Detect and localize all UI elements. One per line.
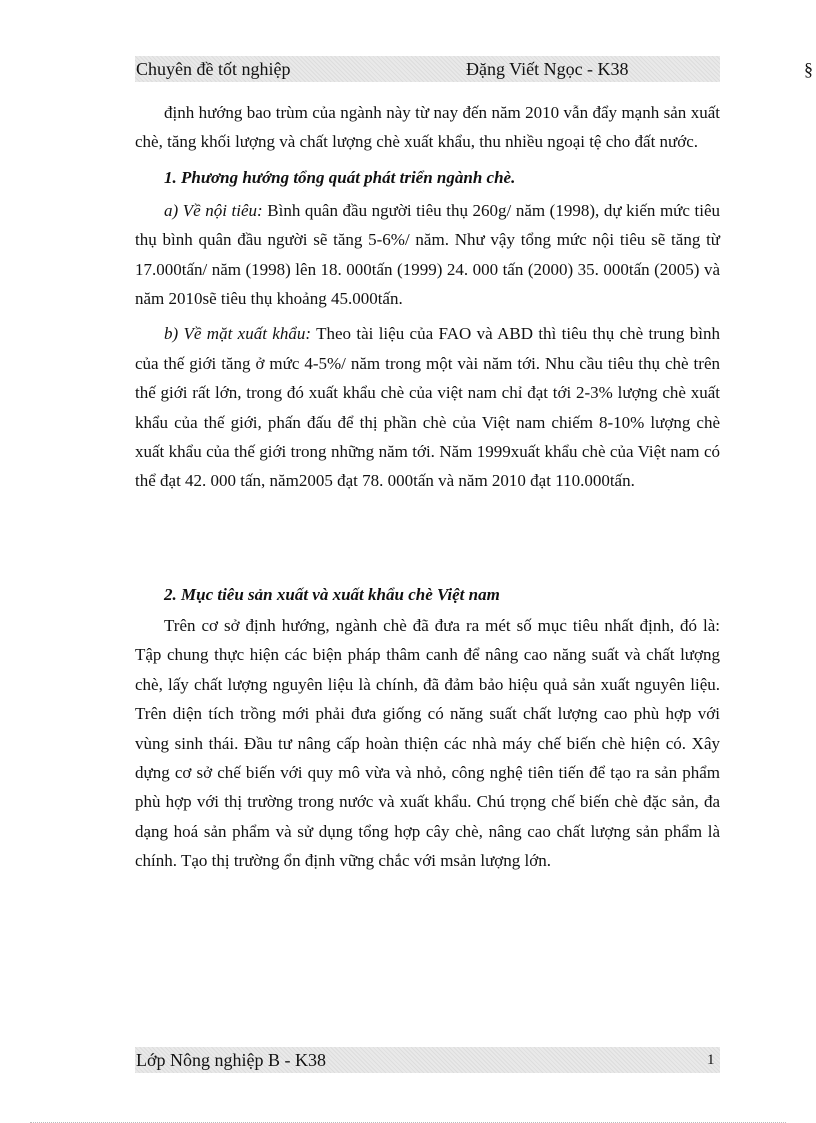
header-right: Đặng Viết Ngọc - K38 xyxy=(466,59,629,79)
section-1-heading: 1. Phương hướng tổng quát phát triển ngành chè. xyxy=(164,167,516,187)
paragraph-a-text: Bình quân đầu người tiêu thụ 260g/ năm (1998), dự kiến mức tiêu thụ bình quân đầu người sẽ tăng 5-6%/ năm. Như vậy tổng mức nội tiêu sẽ tăng từ 17.000tấn/ năm (1998) lên 18. 000tấn (1999) 24. 000 tấn (2000) 35. 000tấn (2005) và năm 2010sẽ tiêu thụ khoảng 45.000tấn. xyxy=(135,200,720,309)
footer-left: Lớp Nông nghiệp B - K38 xyxy=(136,1050,327,1070)
section-2-heading: 2. Mục tiêu sản xuất và xuất khẩu chè Việt nam xyxy=(164,584,500,604)
section-1-paragraph-a xyxy=(135,196,720,314)
paragraph-b-text: Theo tài liệu của FAO và ABD thì tiêu thụ chè trung bình của thế giới tăng ở mức 4-5%/ năm trong một vài năm tới. Nhu cầu tiêu thụ chè trên thế giới rất lớn, trong đó xuất khẩu chè của việt nam chỉ đạt tới 2-3% lượng chè xuất khẩu của thế giới, phấn đấu để thị phần chè của Việt nam chiếm 8-10% lượng chè xuất khẩu của thế giới trong những năm tới. Năm 1999xuất khẩu chè của Việt nam có thể đạt 42. 000 tấn, năm2005 đạt 78. 000tấn và năm 2010 đạt 110.000tấn. xyxy=(135,324,720,491)
paragraph-b-label: b) Về mặt xuất khẩu: xyxy=(164,324,312,344)
section-1-paragraph-b xyxy=(135,319,720,495)
paragraph-a-label: a) Về nội tiêu: xyxy=(164,200,263,220)
section-2-paragraph: Trên cơ sở định hướng, ngành chè đã đưa ra mét số mục tiêu nhất định, đó là: Tập chung thực hiện các biện pháp thâm canh để nâng cao năng suất và chất lượng chè, lấy chất lượng nguyên liệu là chính, đã đảm bảo hiệu quả sản xuất nguyên liệu. Trên diện tích trồng mới phải đưa giống có năng suất chất lượng cao phù hợp với vùng sinh thái. Đầu tư nâng cấp hoàn thiện các nhà máy chế biến chè hiện có. Xây dựng cơ sở chế biến với quy mô vừa và nhỏ, công nghệ tiên tiến để tạo ra sản phẩm phù hợp với thị trường trong nước và xuất khẩu. Chú trọng chế biến chè đặc sản, đa dạng hoá sản phẩm và sử dụng tổng hợp cây chè, nâng cao chất lượng sản phẩm là chính. Tạo thị trường ổn định vững chắc với msản lượng lớn. xyxy=(135,615,720,871)
header-section-mark: § xyxy=(804,59,813,79)
header-left: Chuyên đề tốt nghiệp xyxy=(136,59,291,79)
document-body xyxy=(135,98,720,876)
page-number: 1 xyxy=(707,1052,715,1068)
intro-paragraph: định hướng bao trùm của ngành này từ nay đến năm 2010 vẫn đẩy mạnh sản xuất chè, tăng khối lượng và chất lượng chè xuất khẩu, thu nhiều ngoại tệ cho đất nước. xyxy=(135,103,720,152)
